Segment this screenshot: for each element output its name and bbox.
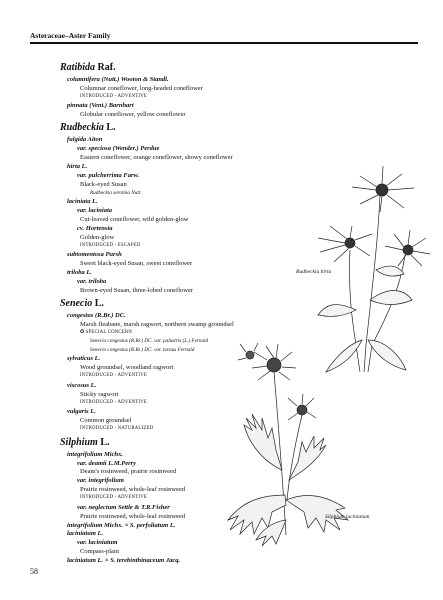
taxon-name: var. integrifolium: [77, 477, 124, 485]
genus-name: Rudbeckia: [60, 122, 104, 134]
common-name: Deam's rosinweed, prairie rosinweed: [80, 468, 177, 476]
taxon-name: var. laciniata: [77, 207, 113, 215]
common-name: Black-eyed Susan: [80, 180, 127, 188]
status-note: ✪ SPECIAL CONCERN: [80, 329, 133, 335]
taxon-name: hirta L.: [67, 162, 88, 170]
taxon-name: var. neglectum Settle & T.R.Fisher: [77, 503, 170, 511]
taxon-name: cv. Hortensia: [77, 224, 113, 232]
genus-author: L.: [97, 436, 110, 448]
taxon-name: var. deamii L.M.Perry: [77, 459, 137, 467]
taxon-name: var. triloba: [77, 278, 107, 285]
rudbeckia-figure-caption: Rudbeckia hirta: [296, 269, 332, 275]
common-name: Marsh fleabane, marsh ragwort, northern swamp groundsel: [80, 320, 234, 328]
taxon-name: integrifolium Michx.: [67, 450, 123, 458]
common-name: Sweet black-eyed Susan, sweet coneflower: [80, 260, 193, 268]
common-name: Eastern coneflower, orange coneflower, showy coneflower: [80, 154, 233, 161]
taxon-name: pinnata (Vent.) Barnhart: [67, 102, 134, 110]
genus-name: Senecio: [60, 297, 93, 309]
status-note: INTRODUCED - ADVENTIVE: [80, 373, 148, 379]
page-number: 58: [30, 567, 38, 576]
rudbeckia-hirta-illustration: [318, 166, 430, 372]
synonym: Senecio congestus (R.Br.) DC. var. palustris (L.) Fernald: [90, 338, 209, 345]
common-name: Golden-glow: [80, 233, 115, 241]
genus-author: L.: [103, 122, 116, 134]
taxon-name: fulgida Aiton: [67, 136, 103, 144]
common-name: Brown-eyed Susan, three-lobed coneflower: [80, 286, 193, 294]
taxon-name: laciniatum L.: [67, 530, 104, 538]
taxon-name: sylvaticus L.: [67, 355, 101, 363]
status-note: INTRODUCED - ESCAPED: [80, 242, 141, 248]
taxon-name: viscosus L.: [67, 381, 97, 389]
common-name: Compass-plant: [80, 548, 119, 556]
common-name: Columnar coneflower, long-headed coneflower: [80, 84, 203, 92]
silphium-figure-caption: Silphium laciniatum: [325, 514, 370, 520]
taxon-name: subtomentosa Pursh: [67, 251, 122, 259]
common-name: Globular coneflower, yellow coneflower: [80, 111, 186, 119]
genus-author: L.: [92, 297, 104, 309]
synonym: Rudbeckia serotina Nutt.: [90, 189, 142, 196]
taxon-name: columnifera (Nutt.) Wooton & Standl.: [67, 76, 169, 83]
genus-author: Raf.: [95, 62, 116, 73]
taxon-name: integrifolium Michx. × S. perfoliatum L.: [67, 521, 176, 529]
genus-name: Ratibida: [60, 62, 96, 73]
genus-name: Silphium: [60, 436, 98, 448]
common-name: Common groundsel: [80, 417, 132, 425]
common-name: Sticky ragwort: [80, 390, 119, 398]
taxon-name: var. speciosa (Wender.) Perdue: [77, 145, 160, 153]
taxon-name: vulgaris L.: [67, 408, 96, 416]
status-note: INTRODUCED - ADVENTIVE: [80, 495, 148, 501]
common-name: Cut-leaved coneflower, wild golden-glow: [80, 216, 189, 223]
taxon-name: congestus (R.Br.) DC.: [67, 311, 126, 319]
taxon-name: laciniata L.: [67, 198, 98, 206]
taxon-name: triloba L.: [67, 269, 92, 277]
synonym: Senecio congestus (R.Br.) DC. var. tonsus Fernald: [90, 346, 195, 353]
common-name: Wood groundsel, woodland ragwort: [80, 364, 174, 372]
common-name: Prairie rosinweed, whole-leaf rosinweed: [80, 512, 186, 520]
running-header: Asteraceae–Aster Family: [30, 31, 111, 40]
status-note: INTRODUCED - NATURALIZED: [80, 426, 154, 431]
taxon-name: laciniatum L. × S. terebinthinaceum Jacq.: [67, 557, 181, 565]
common-name: Prairie rosinweed, whole-leaf rosinweed: [80, 486, 186, 494]
taxon-name: var. pulcherrima Farw.: [77, 171, 140, 179]
status-note: INTRODUCED - ADVENTIVE: [80, 93, 148, 99]
taxon-name: var. laciniatum: [77, 539, 118, 547]
status-note: INTRODUCED - ADVENTIVE: [80, 399, 148, 405]
